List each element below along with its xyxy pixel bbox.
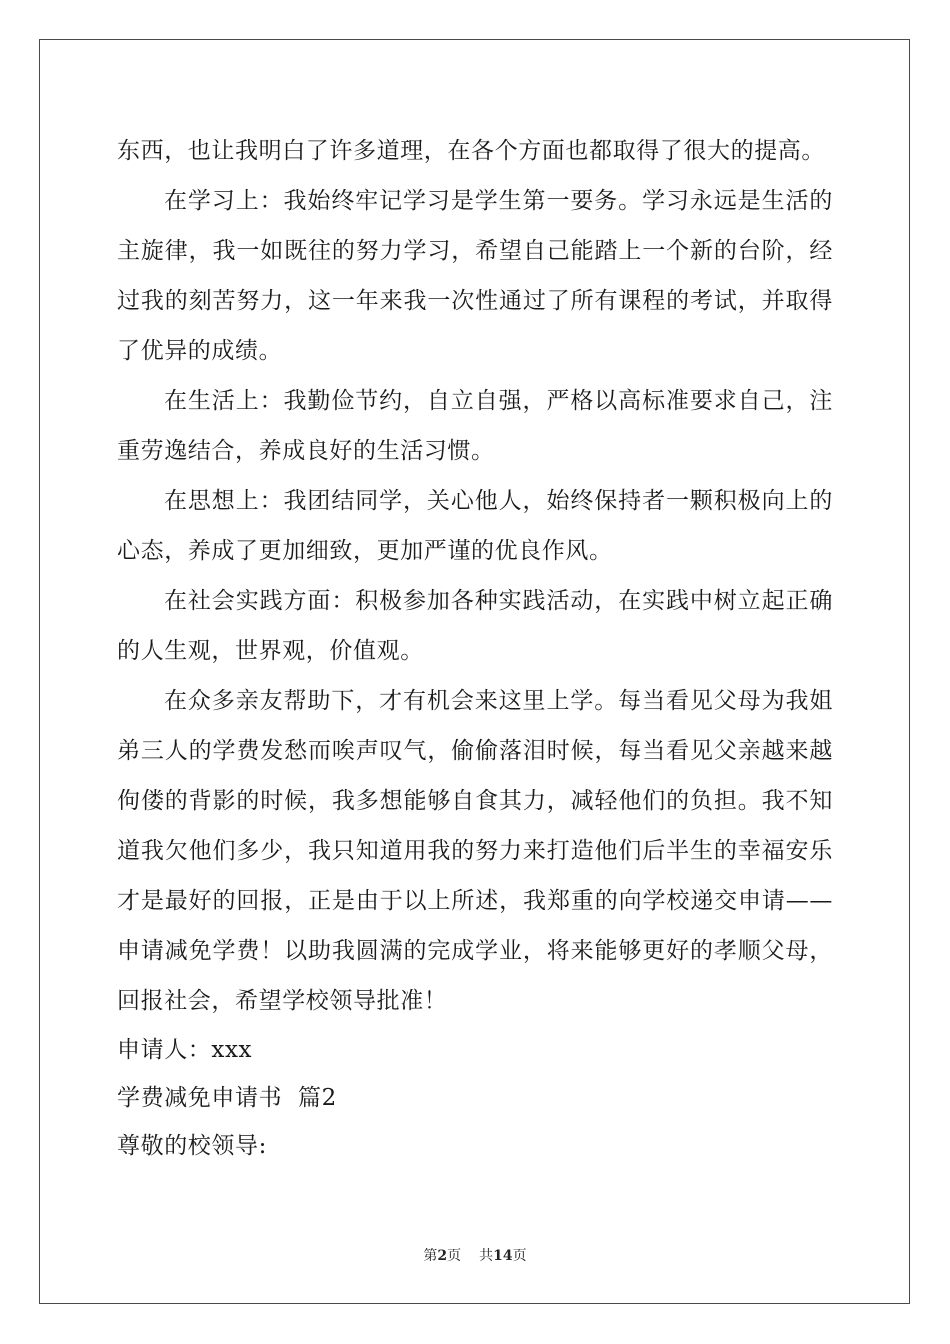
paragraph-study: 在学习上：我始终牢记学习是学生第一要务。学习永远是生活的主旋律，我一如既往的努力学习，希望自己能踏上一个新的台阶，经过我的刻苦努力，这一年来我一次性通过了所有课程的考试，并取得了优异的成绩。 <box>117 188 833 364</box>
paragraph-family-request: 在众多亲友帮助下，才有机会来这里上学。每当看见父母为我姐弟三人的学费发愁而唉声叹气，偷偷落泪时候，每当看见父亲越来越佝偻的背影的时候，我多想能够自食其力，减轻他们的负担。我不知道我欠他们多少，我只知道用我的努力来打造他们后半生的幸福安乐才是最好的回报，正是由于以上所述，我郑重的向学校递交申请——申请减免学费！以助我圆满的完成学业，将来能够更好的孝顺父母，回报社会，希望学校领导批准！ <box>117 688 833 1014</box>
total-suffix: 页 <box>512 1248 527 1264</box>
paragraph-thought: 在思想上：我团结同学，关心他人，始终保持者一颗积极向上的心态，养成了更加细致，更加严谨的优良作风。 <box>117 488 833 564</box>
paragraph-life: 在生活上：我勤俭节约，自立自强，严格以高标准要求自己，注重劳逸结合，养成良好的生活习惯。 <box>117 388 833 464</box>
page-footer <box>0 1245 950 1265</box>
section-heading: 学费减免申请书 篇2 <box>117 1085 337 1111</box>
document-body <box>117 126 833 1170</box>
applicant-signature: 申请人：xxx <box>117 1037 253 1063</box>
page-total: 14 <box>493 1248 513 1264</box>
page-prefix: 第 <box>423 1248 438 1264</box>
page-suffix: 页 <box>447 1248 462 1264</box>
total-prefix: 共 <box>479 1248 494 1264</box>
page-current: 2 <box>437 1248 448 1264</box>
paragraph-intro-continuation: 东西，也让我明白了许多道理，在各个方面也都取得了很大的提高。 <box>117 138 825 164</box>
paragraph-social-practice: 在社会实践方面：积极参加各种实践活动，在实践中树立起正确的人生观，世界观，价值观。 <box>117 588 833 664</box>
salutation: 尊敬的校领导: <box>117 1133 267 1159</box>
